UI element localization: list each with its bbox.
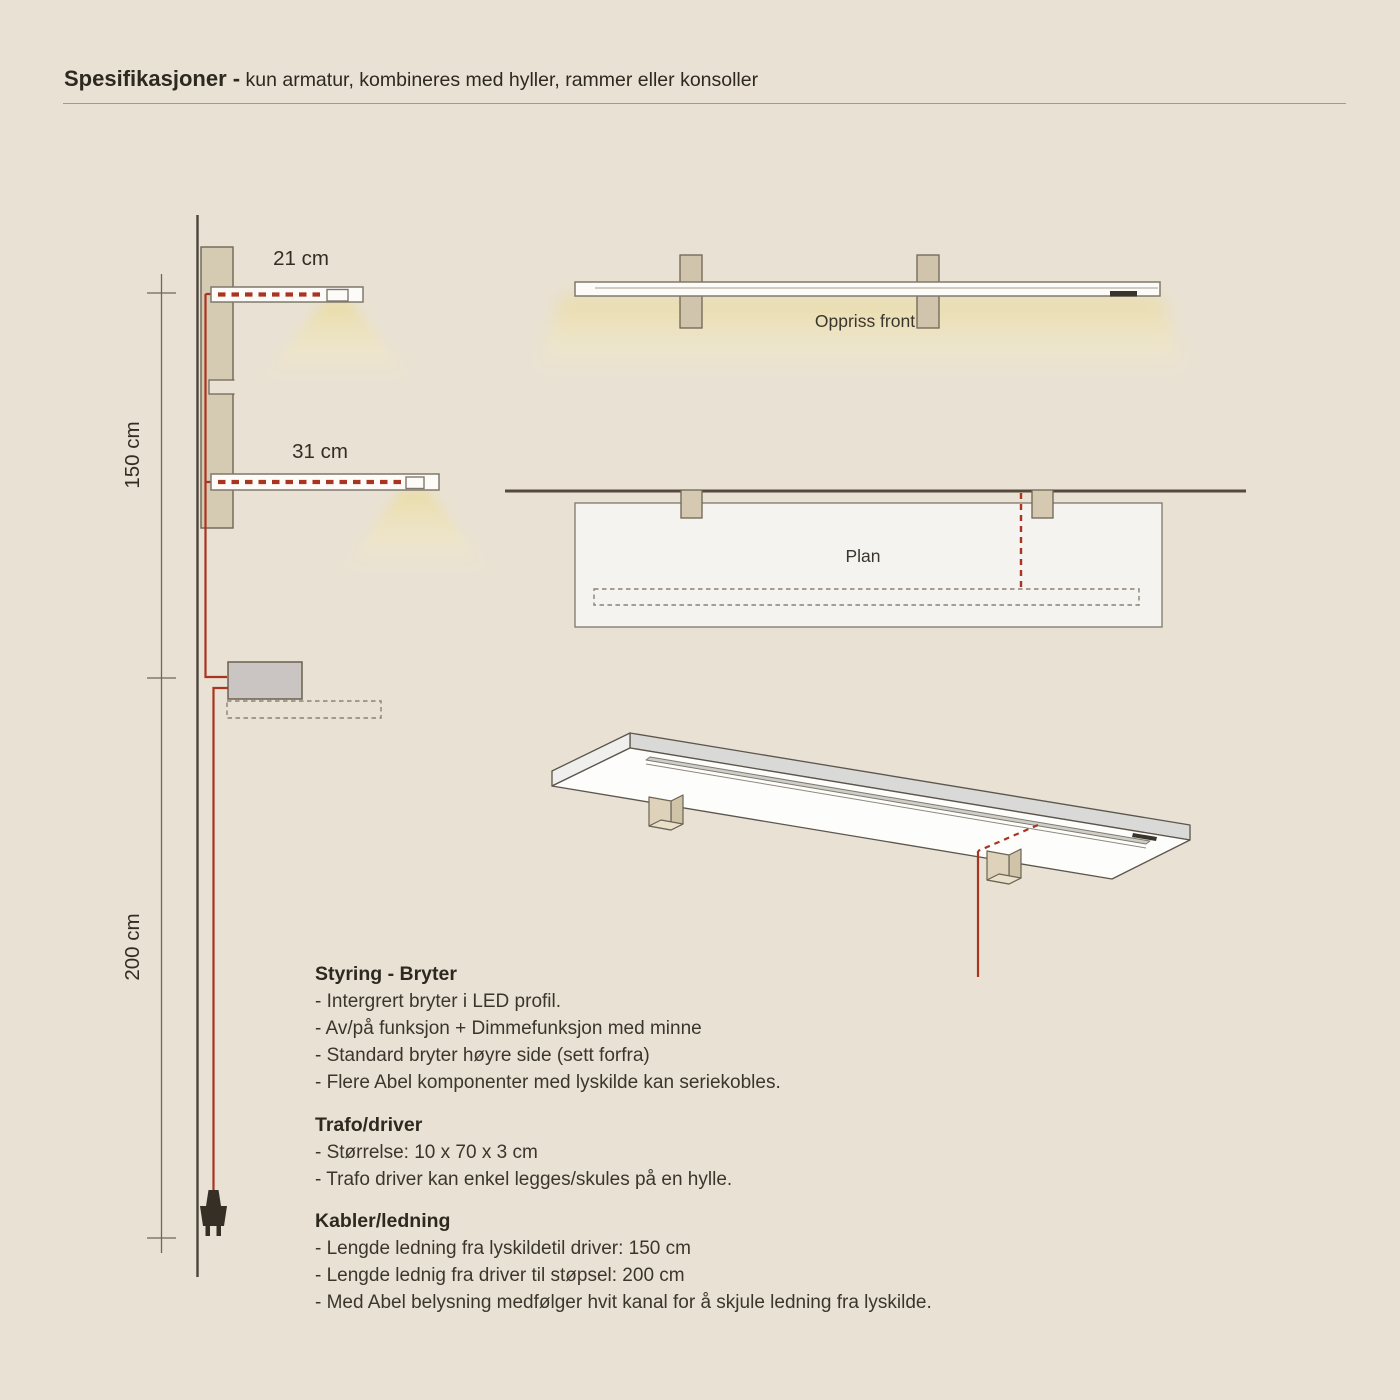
front-view-glow [532, 297, 1188, 376]
cable-driver-to-plug [214, 688, 229, 1191]
styring-item: - Av/på funksjon + Dimmefunksjon med minne [315, 1018, 702, 1039]
bar-21cm-label: 21 cm [273, 247, 329, 270]
plan-view-label: Plan [845, 546, 881, 566]
trafo-item: - Trafo driver kan enkel legges/skules på en hylle. [315, 1169, 733, 1190]
driver-ghost-outline [227, 701, 381, 718]
notes-kabler [315, 1208, 955, 1316]
styring-item: - Intergrert bryter i LED profil. [315, 991, 562, 1012]
light-cone-21 [260, 301, 414, 381]
kabler-item: - Lengde ledning fra lyskildetil driver: 150 cm [315, 1238, 691, 1259]
kabler-item: - Lengde lednig fra driver til støpsel: 200 cm [315, 1265, 685, 1286]
perspective-bracket-right [987, 849, 1021, 884]
styring-heading: Styring - Bryter [315, 963, 457, 985]
driver-box [228, 662, 302, 699]
bar-31cm-label: 31 cm [292, 440, 348, 463]
page-title-subtitle: kun armatur, kombineres med hyller, rammer eller konsoller [240, 69, 759, 91]
styring-item: - Flere Abel komponenter med lyskilde kan seriekobles. [315, 1072, 781, 1093]
perspective-shelf [552, 733, 1190, 879]
light-bar-31cm [211, 474, 439, 490]
dimension-line [147, 274, 176, 1253]
light-cone-31 [338, 489, 492, 573]
panel-notch [209, 380, 235, 394]
switch-21cm [327, 290, 348, 302]
front-view-shelf [575, 282, 1160, 297]
trafo-item: - Størrelse: 10 x 70 x 3 cm [315, 1142, 538, 1163]
styring-item: - Standard bryter høyre side (sett forfra) [315, 1045, 650, 1066]
trafo-heading: Trafo/driver [315, 1114, 423, 1136]
dim-200cm-label: 200 cm [121, 913, 144, 981]
switch-31cm [406, 477, 424, 489]
front-view-label: Oppriss front [814, 311, 916, 331]
notes-styring [315, 961, 955, 1096]
power-plug-icon [200, 1190, 227, 1236]
notes-trafo [315, 1112, 955, 1193]
dim-150cm-label: 150 cm [121, 421, 144, 489]
kabler-heading: Kabler/ledning [315, 1210, 451, 1232]
page-title-bold: Spesifikasjoner - [64, 66, 241, 91]
kabler-item: - Med Abel belysning medfølger hvit kanal for å skjule ledning fra lyskilde. [315, 1292, 932, 1313]
light-bar-21cm [211, 287, 363, 302]
perspective-bracket-left [649, 795, 683, 830]
front-view-switch [1110, 291, 1137, 297]
